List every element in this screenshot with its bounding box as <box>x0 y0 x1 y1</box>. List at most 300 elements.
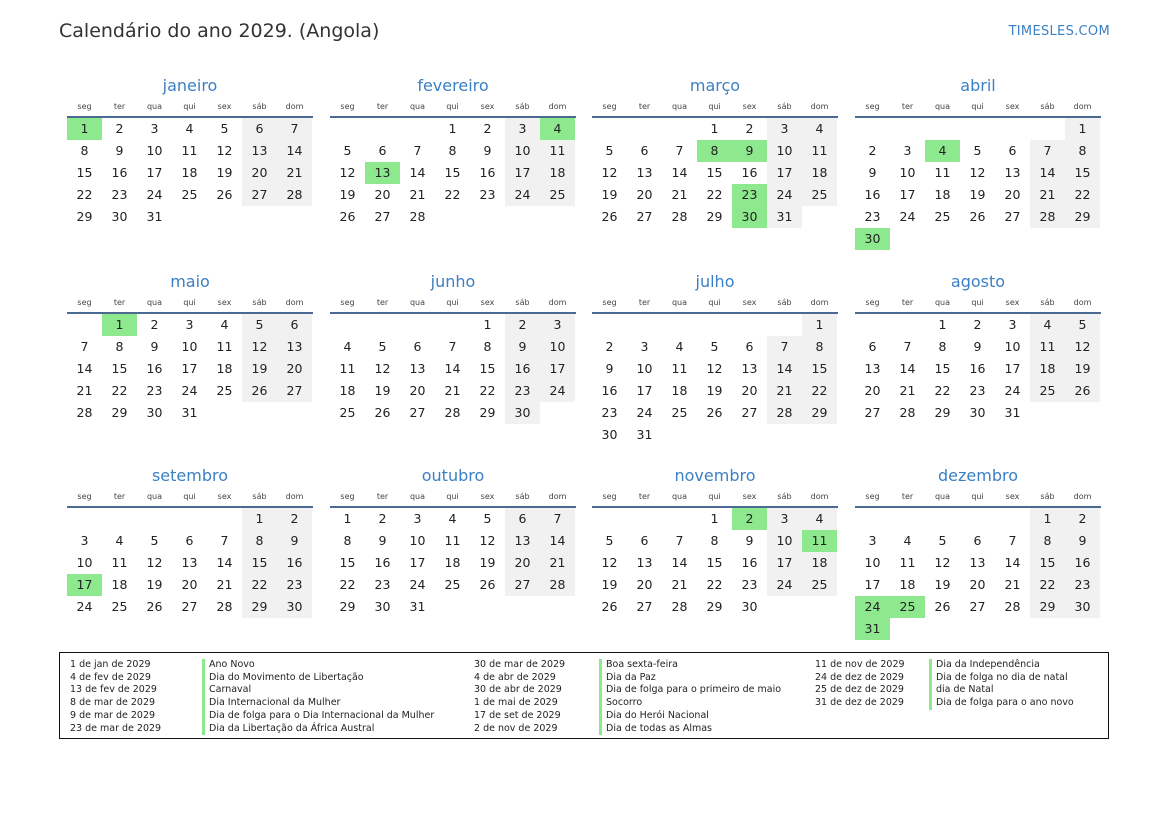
weekday-label: seg <box>865 298 880 307</box>
day-cell: 12 <box>374 361 391 376</box>
legend-date: 4 de abr de 2029 <box>474 671 556 683</box>
legend-holiday-name: Dia de folga para o Dia Internacional da Mulher <box>202 710 434 723</box>
day-cell: 8 <box>710 533 719 548</box>
day-cell: 13 <box>864 361 881 376</box>
day-cell: 30 <box>374 599 391 614</box>
day-cell: 18 <box>1030 358 1065 380</box>
month-abril <box>855 74 1101 250</box>
day-cell: 3 <box>767 508 802 530</box>
legend-dates-3 <box>815 659 905 710</box>
legend-date: 30 de abr de 2029 <box>474 684 562 696</box>
day-cell: 3 <box>540 314 575 336</box>
day-cell: 18 <box>339 383 356 398</box>
weekday-label: ter <box>638 298 651 307</box>
weekday-label: ter <box>113 298 126 307</box>
day-cell: 27 <box>864 405 881 420</box>
legend-holiday-name: Dia de todas as Almas <box>599 723 781 736</box>
day-cell: 9 <box>745 533 754 548</box>
day-cell: 19 <box>1065 358 1100 380</box>
empty-cell <box>855 314 890 336</box>
day-cell: 9 <box>378 533 387 548</box>
day-cell: 22 <box>479 383 496 398</box>
day-cell: 25 <box>890 596 925 618</box>
day-cell: 20 <box>741 383 758 398</box>
month-name: setembro <box>151 466 229 485</box>
day-cell: 11 <box>444 533 461 548</box>
day-cell: 2 <box>605 339 614 354</box>
month-novembro <box>592 464 838 618</box>
day-cell: 2 <box>868 143 877 158</box>
month-name: fevereiro <box>417 76 489 95</box>
legend-holiday-name: dia de Natal <box>929 684 1074 697</box>
weekday-header <box>330 488 576 508</box>
day-cell: 29 <box>76 209 93 224</box>
day-cell: 7 <box>1030 140 1065 162</box>
day-cell: 2 <box>378 511 387 526</box>
day-cell: 18 <box>802 162 837 184</box>
weekday-label: dom <box>1073 298 1092 307</box>
weekday-label: sáb <box>777 298 792 307</box>
day-cell: 26 <box>601 599 618 614</box>
weekday-label: seg <box>865 492 880 501</box>
day-cell: 1 <box>448 121 457 136</box>
day-cell: 29 <box>934 405 951 420</box>
day-cell: 12 <box>934 555 951 570</box>
day-cell: 1 <box>710 511 719 526</box>
day-grid <box>855 118 1101 250</box>
weekday-label: ter <box>113 102 126 111</box>
day-cell: 13 <box>1004 165 1021 180</box>
day-cell: 3 <box>640 339 649 354</box>
weekday-label: sex <box>742 102 757 111</box>
day-cell: 29 <box>339 599 356 614</box>
day-cell: 25 <box>671 405 688 420</box>
weekday-label: seg <box>340 492 355 501</box>
day-cell: 28 <box>444 405 461 420</box>
legend-holiday-name: Socorro <box>599 697 781 710</box>
day-cell: 18 <box>899 577 916 592</box>
month-agosto <box>855 270 1101 424</box>
day-cell: 24 <box>767 184 802 206</box>
day-cell: 8 <box>802 336 837 358</box>
day-cell: 25 <box>339 405 356 420</box>
legend-names-1 <box>202 659 434 735</box>
day-grid <box>67 118 313 228</box>
legend-holiday-name: Dia de folga no dia de natal <box>929 672 1074 685</box>
day-cell: 5 <box>220 121 229 136</box>
day-cell: 19 <box>601 577 618 592</box>
weekday-label: qui <box>971 492 984 501</box>
day-cell: 25 <box>216 383 233 398</box>
day-cell: 8 <box>697 140 732 162</box>
day-cell: 14 <box>277 140 312 162</box>
day-cell: 23 <box>741 577 758 592</box>
weekday-label: qua <box>409 492 426 501</box>
day-cell: 4 <box>903 533 912 548</box>
day-cell: 9 <box>277 530 312 552</box>
day-cell: 21 <box>671 187 688 202</box>
day-cell: 11 <box>671 361 688 376</box>
day-cell: 3 <box>150 121 159 136</box>
day-cell: 25 <box>540 184 575 206</box>
day-cell: 4 <box>343 339 352 354</box>
month-name: julho <box>695 272 735 291</box>
day-cell: 17 <box>540 358 575 380</box>
weekday-label: dom <box>810 492 829 501</box>
day-cell: 11 <box>1030 336 1065 358</box>
day-cell: 30 <box>855 228 890 250</box>
day-cell: 28 <box>671 209 688 224</box>
empty-cell <box>662 508 697 530</box>
day-cell: 13 <box>365 162 400 184</box>
day-cell: 19 <box>601 187 618 202</box>
day-cell: 18 <box>540 162 575 184</box>
day-cell: 4 <box>675 339 684 354</box>
day-cell: 6 <box>868 339 877 354</box>
empty-cell <box>627 118 662 140</box>
day-cell: 30 <box>505 402 540 424</box>
day-cell: 23 <box>111 187 128 202</box>
day-cell: 4 <box>802 508 837 530</box>
day-grid <box>592 314 838 446</box>
day-cell: 22 <box>111 383 128 398</box>
day-cell: 23 <box>732 184 767 206</box>
day-cell: 21 <box>277 162 312 184</box>
legend-date: 1 de mai de 2029 <box>474 697 558 709</box>
day-grid <box>67 508 313 618</box>
day-cell: 6 <box>973 533 982 548</box>
day-cell: 25 <box>111 599 128 614</box>
day-cell: 11 <box>802 530 837 552</box>
day-cell: 14 <box>767 358 802 380</box>
day-cell: 25 <box>444 577 461 592</box>
day-cell: 7 <box>675 143 684 158</box>
day-cell: 25 <box>1030 380 1065 402</box>
legend-date: 4 de fev de 2029 <box>70 671 151 683</box>
day-cell: 15 <box>934 361 951 376</box>
weekday-label: sex <box>217 102 232 111</box>
weekday-label: qui <box>183 298 196 307</box>
weekday-header <box>592 294 838 314</box>
day-cell: 20 <box>374 187 391 202</box>
day-cell: 30 <box>969 405 986 420</box>
weekday-header <box>67 294 313 314</box>
day-cell: 16 <box>1065 552 1100 574</box>
legend-holiday-name: Carnaval <box>202 684 434 697</box>
day-cell: 22 <box>444 187 461 202</box>
day-cell: 12 <box>216 143 233 158</box>
empty-cell <box>67 314 102 336</box>
day-cell: 26 <box>339 209 356 224</box>
day-cell: 4 <box>185 121 194 136</box>
day-cell: 9 <box>868 165 877 180</box>
day-cell: 4 <box>925 140 960 162</box>
empty-cell <box>330 314 365 336</box>
day-cell: 13 <box>636 555 653 570</box>
day-cell: 12 <box>479 533 496 548</box>
day-cell: 15 <box>1065 162 1100 184</box>
legend-holiday-name: Dia de folga para o ano novo <box>929 697 1074 710</box>
day-cell: 10 <box>146 143 163 158</box>
legend-holiday-name: Dia do Movimento de Libertação <box>202 672 434 685</box>
day-cell: 14 <box>899 361 916 376</box>
day-cell: 14 <box>540 530 575 552</box>
month-name: junho <box>430 272 476 291</box>
weekday-label: dom <box>548 298 567 307</box>
day-cell: 2 <box>505 314 540 336</box>
month-maio <box>67 270 313 424</box>
weekday-label: qua <box>409 298 426 307</box>
day-cell: 15 <box>802 358 837 380</box>
empty-cell <box>365 118 400 140</box>
day-cell: 10 <box>409 533 426 548</box>
weekday-label: dom <box>548 492 567 501</box>
day-cell: 27 <box>242 184 277 206</box>
day-cell: 28 <box>899 405 916 420</box>
day-cell: 1 <box>710 121 719 136</box>
empty-cell <box>365 314 400 336</box>
day-cell: 13 <box>409 361 426 376</box>
weekday-label: sáb <box>777 492 792 501</box>
day-cell: 26 <box>479 577 496 592</box>
day-cell: 13 <box>636 165 653 180</box>
day-cell: 6 <box>413 339 422 354</box>
weekday-label: qua <box>146 102 163 111</box>
weekday-label: seg <box>340 298 355 307</box>
empty-cell <box>925 508 960 530</box>
day-grid <box>592 508 838 618</box>
weekday-label: dom <box>548 102 567 111</box>
weekday-label: qua <box>146 298 163 307</box>
weekday-label: ter <box>638 102 651 111</box>
day-cell: 5 <box>605 533 614 548</box>
day-cell: 7 <box>277 118 312 140</box>
day-cell: 12 <box>706 361 723 376</box>
day-cell: 10 <box>540 336 575 358</box>
day-cell: 23 <box>146 383 163 398</box>
legend-names-3 <box>929 659 1074 710</box>
day-cell: 22 <box>339 577 356 592</box>
day-cell: 1 <box>1030 508 1065 530</box>
day-cell: 18 <box>111 577 128 592</box>
day-cell: 26 <box>242 380 277 402</box>
day-cell: 26 <box>146 599 163 614</box>
day-cell: 1 <box>483 317 492 332</box>
day-cell: 14 <box>671 165 688 180</box>
month-name: agosto <box>950 272 1006 291</box>
day-cell: 31 <box>636 427 653 442</box>
weekday-label: sáb <box>252 492 267 501</box>
weekday-label: sex <box>217 298 232 307</box>
weekday-header <box>330 98 576 118</box>
day-cell: 26 <box>1065 380 1100 402</box>
day-cell: 29 <box>1065 206 1100 228</box>
weekday-label: ter <box>376 298 389 307</box>
weekday-label: ter <box>901 492 914 501</box>
weekday-label: sex <box>217 492 232 501</box>
weekday-label: seg <box>340 102 355 111</box>
day-cell: 9 <box>150 339 159 354</box>
legend-date: 25 de dez de 2029 <box>815 684 904 696</box>
day-cell: 22 <box>706 187 723 202</box>
day-cell: 22 <box>1065 184 1100 206</box>
day-cell: 25 <box>802 184 837 206</box>
weekday-label: seg <box>77 102 92 111</box>
day-cell: 12 <box>969 165 986 180</box>
day-cell: 3 <box>80 533 89 548</box>
empty-cell <box>627 314 662 336</box>
day-cell: 7 <box>903 339 912 354</box>
day-cell: 12 <box>1065 336 1100 358</box>
day-cell: 24 <box>855 596 890 618</box>
day-cell: 23 <box>479 187 496 202</box>
day-cell: 26 <box>216 187 233 202</box>
day-cell: 6 <box>378 143 387 158</box>
day-cell: 1 <box>938 317 947 332</box>
day-cell: 5 <box>378 339 387 354</box>
day-cell: 6 <box>1008 143 1017 158</box>
day-cell: 12 <box>601 165 618 180</box>
day-cell: 24 <box>76 599 93 614</box>
weekday-label: sex <box>1005 298 1020 307</box>
weekday-label: qua <box>671 102 688 111</box>
empty-cell <box>435 314 470 336</box>
day-cell: 29 <box>242 596 277 618</box>
day-cell: 30 <box>111 209 128 224</box>
day-cell: 23 <box>969 383 986 398</box>
empty-cell <box>890 314 925 336</box>
day-cell: 3 <box>767 118 802 140</box>
day-cell: 4 <box>220 317 229 332</box>
day-grid <box>330 118 576 228</box>
weekday-label: dom <box>285 102 304 111</box>
day-cell: 24 <box>767 574 802 596</box>
day-cell: 2 <box>483 121 492 136</box>
weekday-label: ter <box>376 492 389 501</box>
day-cell: 20 <box>242 162 277 184</box>
day-cell: 27 <box>969 599 986 614</box>
day-cell: 12 <box>146 555 163 570</box>
day-cell: 15 <box>111 361 128 376</box>
legend-holiday-name: Dia da Paz <box>599 672 781 685</box>
empty-cell <box>1030 118 1065 140</box>
day-cell: 7 <box>1008 533 1017 548</box>
day-cell: 10 <box>1004 339 1021 354</box>
day-cell: 17 <box>767 162 802 184</box>
weekday-label: sex <box>480 102 495 111</box>
legend-dates-2 <box>474 659 565 735</box>
empty-cell <box>767 314 802 336</box>
day-cell: 21 <box>1004 577 1021 592</box>
month-name: outubro <box>421 466 485 485</box>
legend-dates-1 <box>70 659 161 735</box>
day-cell: 22 <box>934 383 951 398</box>
day-cell: 29 <box>802 402 837 424</box>
day-cell: 23 <box>601 405 618 420</box>
weekday-label: sáb <box>252 102 267 111</box>
day-cell: 19 <box>216 165 233 180</box>
weekday-label: sáb <box>515 298 530 307</box>
brand-link[interactable]: TIMESLES.COM <box>1008 24 1110 39</box>
empty-cell <box>172 508 207 530</box>
day-cell: 9 <box>732 140 767 162</box>
day-cell: 23 <box>374 577 391 592</box>
day-cell: 22 <box>802 380 837 402</box>
day-cell: 7 <box>220 533 229 548</box>
empty-cell <box>732 314 767 336</box>
day-cell: 26 <box>706 405 723 420</box>
legend-holiday-name: Dia da Libertação da África Austral <box>202 723 434 736</box>
day-cell: 19 <box>969 187 986 202</box>
day-cell: 16 <box>601 383 618 398</box>
day-cell: 7 <box>540 508 575 530</box>
day-cell: 27 <box>741 405 758 420</box>
day-cell: 12 <box>339 165 356 180</box>
day-cell: 26 <box>374 405 391 420</box>
day-cell: 3 <box>1008 317 1017 332</box>
weekday-label: sáb <box>777 102 792 111</box>
day-cell: 2 <box>973 317 982 332</box>
day-cell: 18 <box>671 383 688 398</box>
day-cell: 5 <box>150 533 159 548</box>
day-cell: 24 <box>146 187 163 202</box>
empty-cell <box>592 118 627 140</box>
legend-date: 23 de mar de 2029 <box>70 722 162 734</box>
day-cell: 8 <box>242 530 277 552</box>
day-cell: 12 <box>601 555 618 570</box>
weekday-label: dom <box>810 102 829 111</box>
empty-cell <box>925 118 960 140</box>
day-cell: 28 <box>277 184 312 206</box>
day-cell: 10 <box>899 165 916 180</box>
empty-cell <box>207 508 242 530</box>
day-cell: 15 <box>1030 552 1065 574</box>
day-cell: 6 <box>185 533 194 548</box>
day-grid <box>855 508 1101 640</box>
day-cell: 10 <box>181 339 198 354</box>
day-cell: 29 <box>706 209 723 224</box>
month-name: abril <box>960 76 996 95</box>
day-cell: 30 <box>277 596 312 618</box>
weekday-label: qua <box>934 298 951 307</box>
weekday-label: sex <box>742 492 757 501</box>
legend-date: 13 de fev de 2029 <box>70 684 157 696</box>
weekday-label: sáb <box>515 102 530 111</box>
day-cell: 5 <box>1065 314 1100 336</box>
day-cell: 1 <box>802 314 837 336</box>
day-cell: 2 <box>732 508 767 530</box>
empty-cell <box>662 118 697 140</box>
day-cell: 16 <box>146 361 163 376</box>
day-cell: 31 <box>146 209 163 224</box>
day-cell: 28 <box>767 402 802 424</box>
legend-date: 9 de mar de 2029 <box>70 709 156 721</box>
weekday-label: qui <box>708 102 721 111</box>
day-cell: 28 <box>671 599 688 614</box>
day-cell: 2 <box>277 508 312 530</box>
empty-cell <box>662 314 697 336</box>
day-cell: 7 <box>413 143 422 158</box>
empty-cell <box>890 118 925 140</box>
weekday-label: sex <box>480 492 495 501</box>
day-grid <box>330 508 576 618</box>
day-cell: 10 <box>505 140 540 162</box>
empty-cell <box>995 118 1030 140</box>
day-cell: 8 <box>1030 530 1065 552</box>
day-cell: 6 <box>640 143 649 158</box>
empty-cell <box>855 118 890 140</box>
day-cell: 24 <box>540 380 575 402</box>
